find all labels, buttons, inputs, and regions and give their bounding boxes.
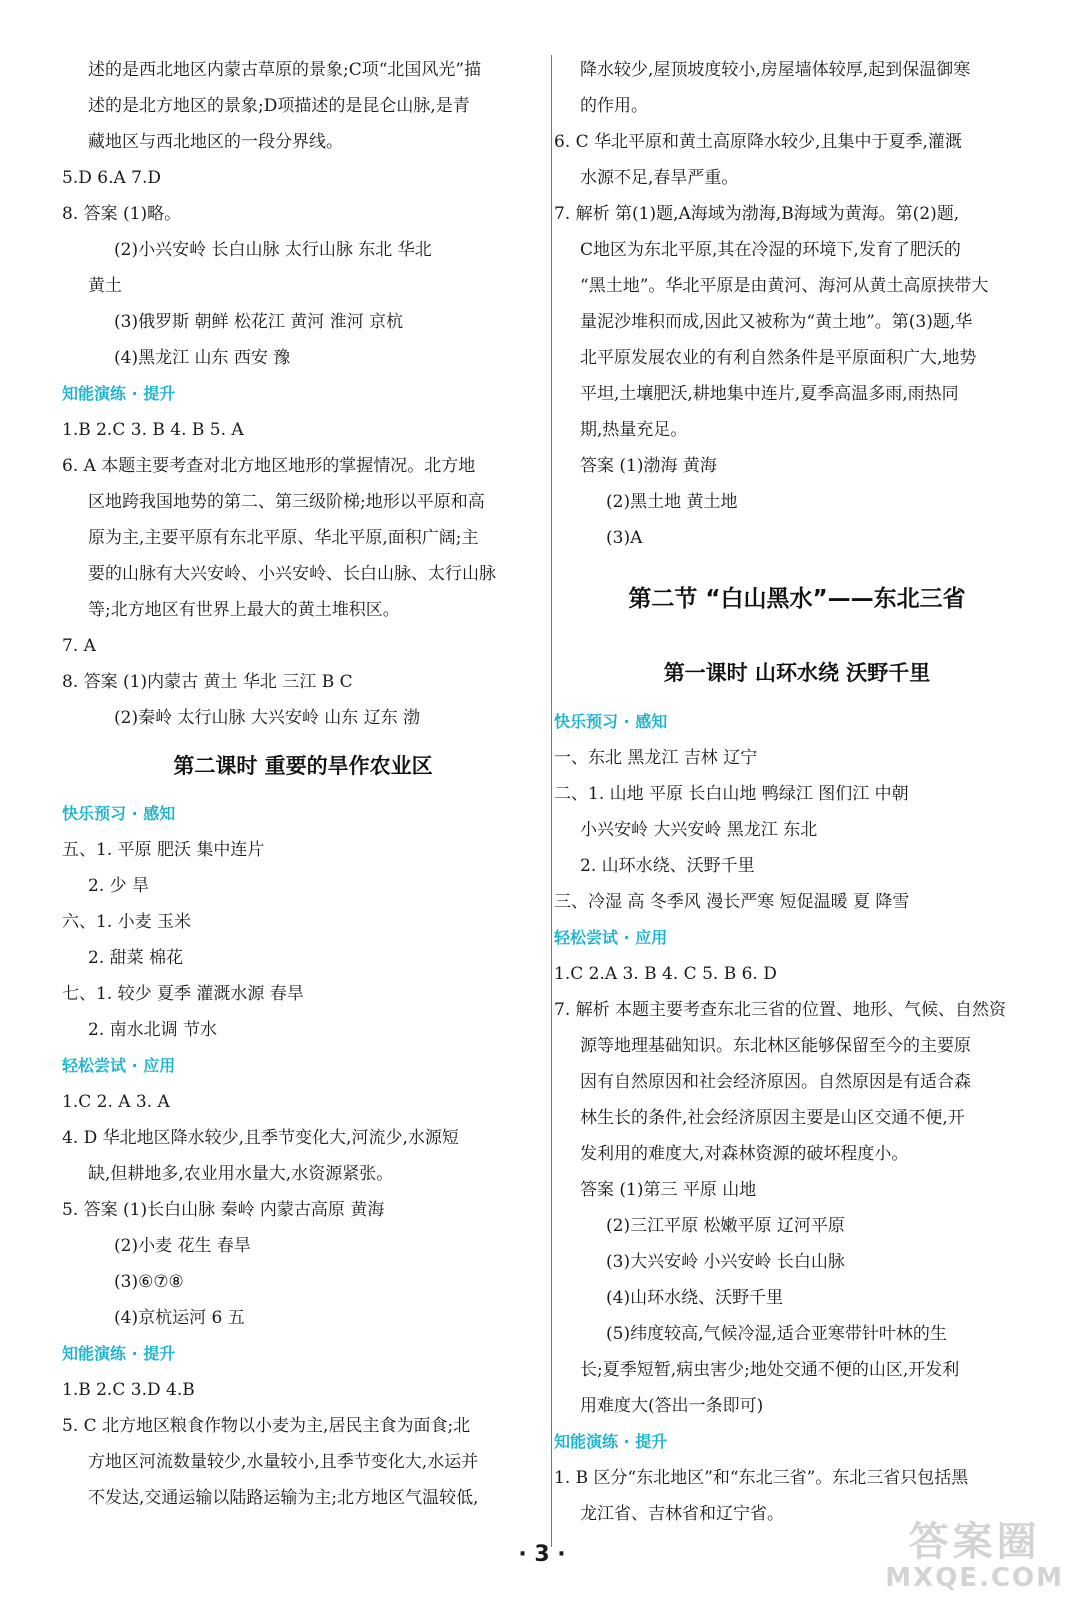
text-line: 三、冷湿 高 冬季风 漫长严寒 短促温暖 夏 降雪 <box>554 892 910 912</box>
text-line: 原为主,主要平原有东北平原、华北平原,面积广阔;主 <box>88 528 479 548</box>
text-line: 6. C 华北平原和黄土高原降水较少,且集中于夏季,灌溉 <box>554 132 962 152</box>
section-heading: 轻松尝试 · 应用 <box>62 1056 176 1075</box>
text-line: 降水较少,屋顶坡度较小,房屋墙体较厚,起到保温御寒 <box>580 60 971 80</box>
text-line: 源等地理基础知识。东北林区能够保留至今的主要原 <box>580 1036 971 1056</box>
watermark-logo <box>885 1520 1064 1592</box>
text-line: 水源不足,春旱严重。 <box>580 168 739 188</box>
text-line: (2)小麦 花生 春旱 <box>114 1236 251 1256</box>
section-heading: 快乐预习 · 感知 <box>554 712 668 731</box>
text-line: 龙江省、吉林省和辽宁省。 <box>580 1504 784 1524</box>
text-line: 2. 山环水绕、沃野千里 <box>580 856 755 876</box>
text-line: 1. B 区分“东北地区”和“东北三省”。东北三省只包括黑 <box>554 1468 969 1488</box>
text-line: 发利用的难度大,对森林资源的破坏程度小。 <box>580 1144 909 1164</box>
text-line: (5)纬度较高,气候冷湿,适合亚寒带针叶林的生 <box>606 1324 947 1344</box>
text-line: 7. A <box>62 636 96 656</box>
text-line: 答案 (1)渤海 黄海 <box>580 456 717 476</box>
right-column <box>554 52 1040 1532</box>
text-line: 六、1. 小麦 玉米 <box>62 912 192 932</box>
text-line: 答案 (1)第三 平原 山地 <box>580 1180 757 1200</box>
text-line: 1.B 2.C 3. B 4. B 5. A <box>62 420 244 440</box>
watermark-text: 答案圈 <box>908 1519 1041 1565</box>
lesson-title: 第二课时 重要的旱作农业区 <box>173 754 433 778</box>
text-line: 7. 解析 本题主要考查东北三省的位置、地形、气候、自然资 <box>554 1000 1007 1020</box>
text-line: 因有自然原因和社会经济原因。自然原因是有适合森 <box>580 1072 971 1092</box>
text-line: 小兴安岭 大兴安岭 黑龙江 东北 <box>580 820 818 840</box>
text-line: (3)俄罗斯 朝鲜 松花江 黄河 淮河 京杭 <box>114 312 404 332</box>
text-line: 北平原发展农业的有利自然条件是平原面积广大,地势 <box>580 348 977 368</box>
watermark-url: MXQE.COM <box>885 1563 1064 1593</box>
lesson-title: 第一课时 山环水绕 沃野千里 <box>663 661 931 685</box>
lesson-title: 第二节 “白山黑水”——东北三省 <box>628 586 966 612</box>
column-divider <box>551 55 552 1547</box>
text-line: 平坦,土壤肥沃,耕地集中连片,夏季高温多雨,雨热同 <box>580 384 959 404</box>
text-line: (2)黑土地 黄土地 <box>606 492 738 512</box>
text-line: 藏地区与西北地区的一段分界线。 <box>88 132 343 152</box>
text-line: (2)秦岭 太行山脉 大兴安岭 山东 辽东 渤 <box>114 708 421 728</box>
section-heading: 快乐预习 · 感知 <box>62 804 176 823</box>
text-line: (3)A <box>606 528 643 548</box>
text-line: 一、东北 黑龙江 吉林 辽宁 <box>554 748 758 768</box>
text-line: 1.C 2. A 3. A <box>62 1092 170 1112</box>
text-line: 黄土 <box>88 276 122 296</box>
text-line: (4)黑龙江 山东 西安 豫 <box>114 348 291 368</box>
text-line: 不发达,交通运输以陆路运输为主;北方地区气温较低, <box>88 1488 479 1508</box>
left-column <box>62 52 544 1516</box>
section-heading: 知能演练 · 提升 <box>62 384 176 403</box>
text-line: 的作用。 <box>580 96 648 116</box>
text-line: 期,热量充足。 <box>580 420 688 440</box>
text-line: (2)三江平原 松嫩平原 辽河平原 <box>606 1216 845 1236</box>
text-line: 8. 答案 (1)内蒙古 黄土 华北 三江 B C <box>62 672 353 692</box>
text-line: C地区为东北平原,其在冷湿的环境下,发育了肥沃的 <box>580 240 961 260</box>
section-heading: 轻松尝试 · 应用 <box>554 928 668 947</box>
text-line: 述的是西北地区内蒙古草原的景象;C项“北国风光”描 <box>88 60 482 80</box>
text-line: 二、1. 山地 平原 长白山地 鸭绿江 图们江 中朝 <box>554 784 909 804</box>
text-line: 五、1. 平原 肥沃 集中连片 <box>62 840 265 860</box>
text-line: 方地区河流数量较少,水量较小,且季节变化大,水运并 <box>88 1452 479 1472</box>
text-line: 2. 南水北调 节水 <box>88 1020 218 1040</box>
page-number: · 3 · <box>518 1542 566 1567</box>
text-line: 2. 甜菜 棉花 <box>88 948 184 968</box>
text-line: 要的山脉有大兴安岭、小兴安岭、长白山脉、太行山脉 <box>88 564 496 584</box>
text-line: (3)大兴安岭 小兴安岭 长白山脉 <box>606 1252 845 1272</box>
section-heading: 知能演练 · 提升 <box>62 1344 176 1363</box>
text-line: 7. 解析 第(1)题,A海域为渤海,B海域为黄海。第(2)题, <box>554 204 960 224</box>
text-line: 2. 少 旱 <box>88 876 150 896</box>
text-line: 等;北方地区有世界上最大的黄土堆积区。 <box>88 600 400 620</box>
text-line: 七、1. 较少 夏季 灌溉水源 春旱 <box>62 984 304 1004</box>
text-line: 区地跨我国地势的第二、第三级阶梯;地形以平原和高 <box>88 492 485 512</box>
text-line: (2)小兴安岭 长白山脉 太行山脉 东北 华北 <box>114 240 432 260</box>
text-line: 述的是北方地区的景象;D项描述的是昆仑山脉,是青 <box>88 96 470 116</box>
text-line: 1.B 2.C 3.D 4.B <box>62 1380 195 1400</box>
section-heading: 知能演练 · 提升 <box>554 1432 668 1451</box>
text-line: 8. 答案 (1)略。 <box>62 204 182 224</box>
text-line: 5. C 北方地区粮食作物以小麦为主,居民主食为面食;北 <box>62 1416 471 1436</box>
text-line: “黑土地”。华北平原是由黄河、海河从黄土高原挟带大 <box>580 276 989 296</box>
text-line: (4)京杭运河 6 五 <box>114 1308 245 1328</box>
text-line: 量泥沙堆积而成,因此又被称为“黄土地”。第(3)题,华 <box>580 312 973 332</box>
text-line: 缺,但耕地多,农业用水量大,水资源紧张。 <box>88 1164 394 1184</box>
text-line: 5. 答案 (1)长白山脉 秦岭 内蒙古高原 黄海 <box>62 1200 385 1220</box>
text-line: 1.C 2.A 3. B 4. C 5. B 6. D <box>554 964 777 984</box>
text-line: (4)山环水绕、沃野千里 <box>606 1288 784 1308</box>
text-line: 4. D 华北地区降水较少,且季节变化大,河流少,水源短 <box>62 1128 459 1148</box>
text-line: 长;夏季短暂,病虫害少;地处交通不便的山区,开发利 <box>580 1360 960 1380</box>
text-line: 用难度大(答出一条即可) <box>580 1396 764 1416</box>
text-line: 6. A 本题主要考查对北方地区地形的掌握情况。北方地 <box>62 456 476 476</box>
text-line: 5.D 6.A 7.D <box>62 168 162 188</box>
text-line: (3)⑥⑦⑧ <box>114 1272 184 1292</box>
text-line: 林生长的条件,社会经济原因主要是山区交通不便,开 <box>580 1108 965 1128</box>
